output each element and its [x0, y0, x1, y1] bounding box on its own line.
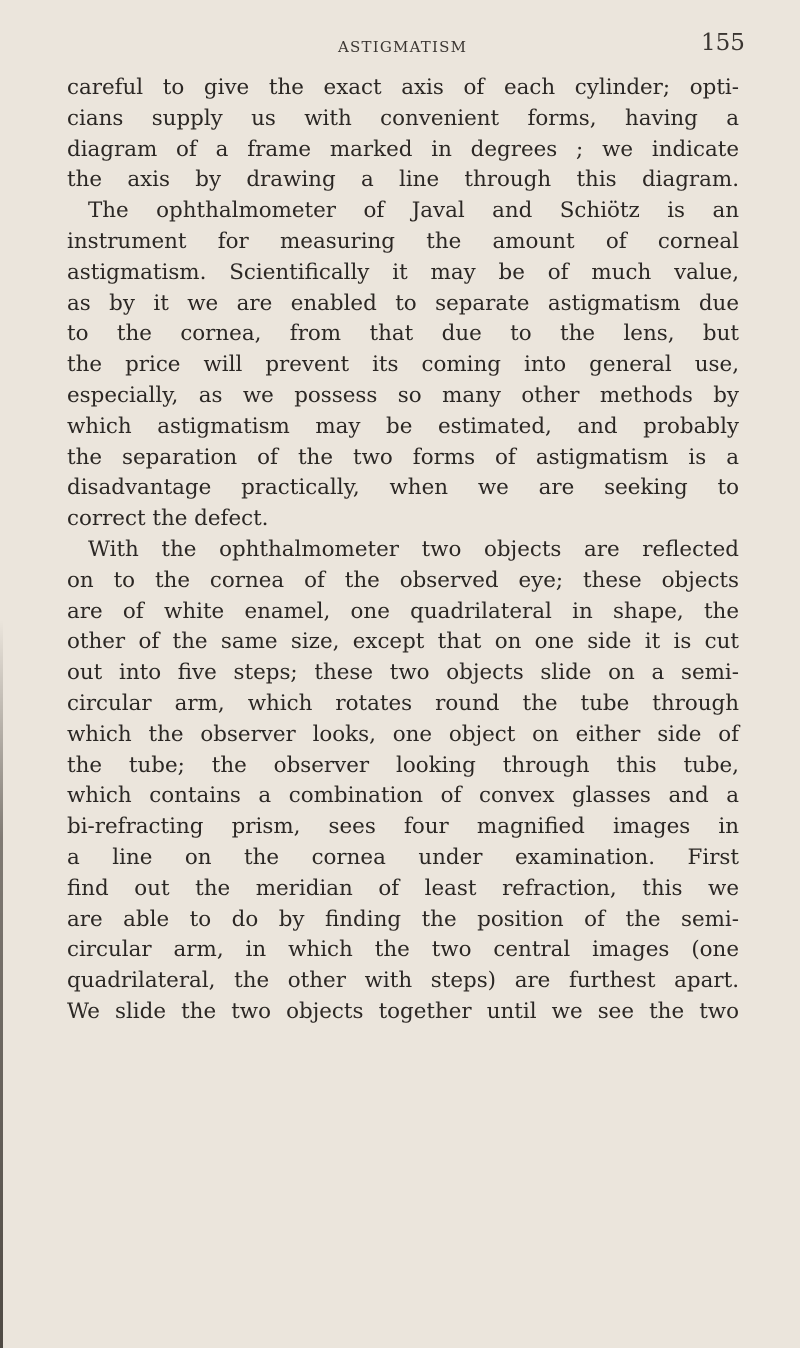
text-line: We slide the two objects together until we see the two — [67, 998, 739, 1024]
text-line: which contains a combination of convex glasses and a — [67, 783, 739, 809]
text-line: circular arm, which rotates round the tube through — [67, 690, 739, 716]
text-line: cians supply us with convenient forms, having a — [67, 105, 739, 131]
text-line: bi-refracting prism, sees four magnified images in — [67, 814, 739, 840]
text-line: on to the cornea of the observed eye; these objects — [67, 567, 739, 593]
text-line: the price will prevent its coming into general use, — [67, 352, 739, 378]
text-line: careful to give the exact axis of each cylinder; opti- — [67, 75, 739, 100]
text-line: diagram of a frame marked in degrees ; we indicate — [67, 136, 739, 162]
text-line: correct the defect. — [67, 506, 269, 532]
running-title: ASTIGMATISM — [338, 38, 468, 56]
page-edge-shadow — [0, 620, 3, 1348]
text-line: disadvantage practically, when we are seeking to — [67, 475, 739, 501]
running-header — [0, 30, 800, 60]
page-number: 155 — [701, 30, 745, 56]
text-line: the separation of the two forms of astigmatism is a — [67, 444, 739, 470]
text-line: other of the same size, except that on one side it is cut — [67, 629, 739, 655]
text-line: out into five steps; these two objects slide on a semi- — [67, 660, 739, 686]
text-line: which astigmatism may be estimated, and probably — [67, 413, 739, 439]
text-line: the tube; the observer looking through this tube, — [67, 752, 739, 778]
text-line: a line on the cornea under examination. First — [67, 844, 739, 870]
text-line: astigmatism. Scientifically it may be of much value, — [67, 259, 739, 285]
text-line: especially, as we possess so many other methods by — [67, 382, 739, 408]
text-line: quadrilateral, the other with steps) are furthest apart. — [67, 968, 739, 994]
text-line: the axis by drawing a line through this diagram. — [67, 167, 739, 193]
text-line: are able to do by finding the position of the semi- — [67, 906, 739, 932]
text-line: circular arm, in which the two central images (one — [67, 937, 739, 963]
text-line: find out the meridian of least refraction, this we — [67, 875, 739, 901]
text-line: as by it we are enabled to separate astigmatism due — [67, 290, 739, 316]
text-line: which the observer looks, one object on either side of — [67, 721, 739, 747]
text-line: With the ophthalmometer two objects are reflected — [88, 536, 739, 562]
text-line: instrument for measuring the amount of corneal — [67, 228, 739, 254]
text-line: are of white enamel, one quadrilateral in shape, the — [67, 598, 739, 624]
text-line: to the cornea, from that due to the lens, but — [67, 321, 739, 347]
body-text — [67, 73, 739, 1028]
text-line: The ophthalmometer of Javal and Schiötz is an — [88, 198, 739, 224]
